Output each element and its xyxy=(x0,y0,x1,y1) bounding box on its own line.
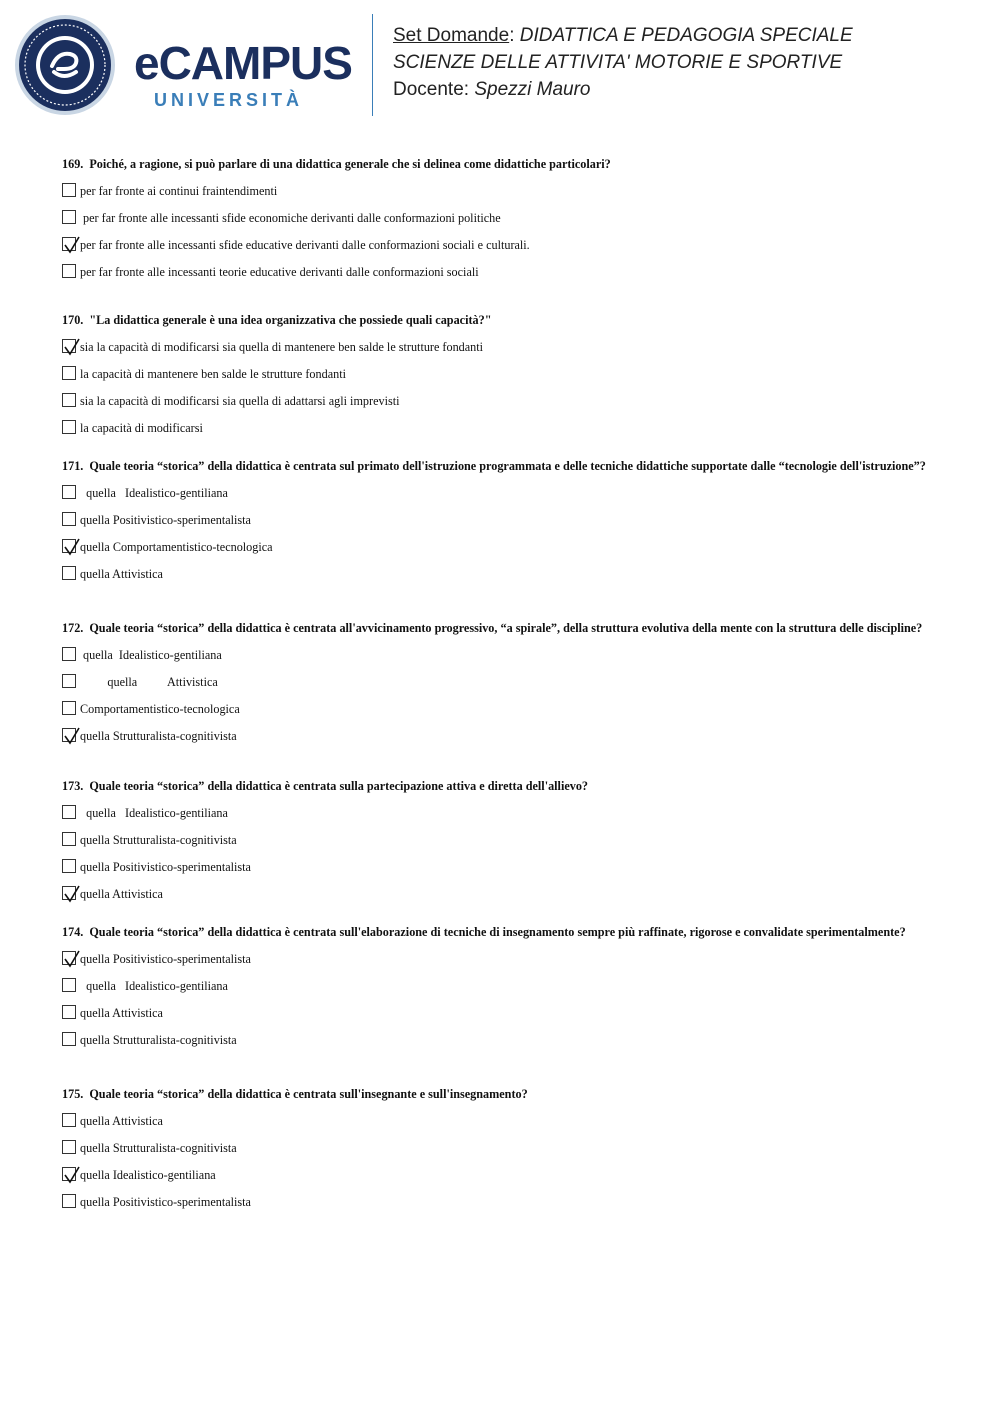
question-number: 174. xyxy=(62,925,84,939)
option-label: per far fronte alle incessanti teorie educative derivanti dalle conformazioni sociali xyxy=(80,265,479,279)
answer-option[interactable] xyxy=(62,264,942,291)
answer-option[interactable] xyxy=(62,393,942,420)
answer-option[interactable] xyxy=(62,832,942,859)
checkbox[interactable] xyxy=(62,832,76,846)
option-label: sia la capacità di modificarsi sia quella di mantenere ben salde le strutture fondanti xyxy=(80,340,484,354)
option-label: quella Positivistico-sperimentalista xyxy=(80,513,251,527)
question-number: 173. xyxy=(62,779,84,793)
question-block xyxy=(62,314,942,447)
answer-option[interactable] xyxy=(62,210,942,237)
answer-option[interactable] xyxy=(62,1140,942,1167)
question-number: 172. xyxy=(62,621,84,635)
answer-option[interactable] xyxy=(62,1194,942,1221)
question-text xyxy=(62,780,942,793)
answer-option[interactable] xyxy=(62,566,942,593)
option-label: per far fronte alle incessanti sfide economiche derivanti dalle conformazioni politiche xyxy=(80,211,501,225)
question-block xyxy=(62,926,942,1059)
set-colon: : xyxy=(509,25,515,46)
answer-option[interactable] xyxy=(62,728,942,755)
question-prompt: Quale teoria “storica” della didattica è centrata sul primato dell'istruzione programmata e delle tecniche didattiche supportate dalle “tecnologie dell'istruzione”? xyxy=(89,459,926,473)
course-subtitle: SCIENZE DELLE ATTIVITA' MOTORIE E SPORTIVE xyxy=(393,52,843,73)
question-prompt: Poiché, a ragione, si può parlare di una didattica generale che si delinea come didattiche particolari? xyxy=(89,157,611,171)
option-label: per far fronte ai continui fraintendimenti xyxy=(80,184,278,198)
checkbox[interactable] xyxy=(62,1140,76,1154)
question-prompt: Quale teoria “storica” della didattica è centrata sulla partecipazione attiva e diretta dell'allievo? xyxy=(89,779,589,793)
answer-option[interactable] xyxy=(62,183,942,210)
checkbox[interactable] xyxy=(62,1194,76,1208)
set-label: Set Domande xyxy=(393,25,510,46)
answer-option[interactable] xyxy=(62,339,942,366)
brand-subtitle: UNIVERSITÀ xyxy=(154,90,304,110)
answer-option[interactable] xyxy=(62,978,942,1005)
checkmark-icon xyxy=(63,538,81,556)
answer-option[interactable] xyxy=(62,701,942,728)
checkmark-icon xyxy=(63,885,81,903)
question-block xyxy=(62,460,942,593)
answer-option[interactable] xyxy=(62,859,942,886)
answer-option[interactable] xyxy=(62,886,942,913)
option-label: quella Idealistico-gentiliana xyxy=(80,1168,216,1182)
option-label: quella Strutturalista-cognitivista xyxy=(80,1033,237,1047)
answer-option[interactable] xyxy=(62,237,942,264)
university-seal-icon xyxy=(14,14,116,116)
checkmark-icon xyxy=(63,950,81,968)
answer-option[interactable] xyxy=(62,366,942,393)
answer-option[interactable] xyxy=(62,1005,942,1032)
checkbox[interactable] xyxy=(62,366,76,380)
question-prompt: Quale teoria “storica” della didattica è centrata sull'insegnante e sull'insegnamento? xyxy=(89,1087,528,1101)
option-label: quella Strutturalista-cognitivista xyxy=(80,833,237,847)
option-label: quella Idealistico-gentiliana xyxy=(80,806,228,820)
question-number: 170. xyxy=(62,313,84,327)
answer-option[interactable] xyxy=(62,805,942,832)
answer-option[interactable] xyxy=(62,512,942,539)
checkmark-icon xyxy=(63,338,81,356)
answer-option[interactable] xyxy=(62,674,942,701)
option-label: quella Attivistica xyxy=(80,567,163,581)
question-block xyxy=(62,780,942,913)
checkbox[interactable] xyxy=(62,264,76,278)
option-label: quella Positivistico-sperimentalista xyxy=(80,952,251,966)
checkmark-icon xyxy=(63,1166,81,1184)
option-label: per far fronte alle incessanti sfide educative derivanti dalle conformazioni sociali e culturali. xyxy=(80,238,530,252)
option-label: quella Strutturalista-cognitivista xyxy=(80,729,237,743)
question-prompt: "La didattica generale è una idea organizzativa che possiede quali capacità?" xyxy=(89,313,492,327)
answer-option[interactable] xyxy=(62,485,942,512)
ecampus-logo xyxy=(14,14,374,118)
option-label: quella Strutturalista-cognitivista xyxy=(80,1141,237,1155)
checkbox[interactable] xyxy=(62,978,76,992)
checkmark-icon xyxy=(63,236,81,254)
answer-option[interactable] xyxy=(62,647,942,674)
option-label: Comportamentistico-tecnologica xyxy=(80,702,240,716)
checkbox[interactable] xyxy=(62,183,76,197)
option-label: quella Positivistico-sperimentalista xyxy=(80,1195,251,1209)
checkbox[interactable] xyxy=(62,485,76,499)
checkbox[interactable] xyxy=(62,393,76,407)
question-text xyxy=(62,926,942,939)
option-label: quella Idealistico-gentiliana xyxy=(80,979,228,993)
header-info xyxy=(393,22,853,103)
option-label: la capacità di mantenere ben salde le strutture fondanti xyxy=(80,367,346,381)
option-label: quella Comportamentistico-tecnologica xyxy=(80,540,273,554)
checkbox[interactable] xyxy=(62,1113,76,1127)
checkbox[interactable] xyxy=(62,1032,76,1046)
checkbox[interactable] xyxy=(62,647,76,661)
brand-name: eCAMPUS xyxy=(134,37,352,89)
header-divider xyxy=(372,14,373,116)
question-text xyxy=(62,158,942,171)
option-label: quella Attivistica xyxy=(80,1114,163,1128)
answer-option[interactable] xyxy=(62,420,942,447)
docente-name: Spezzi Mauro xyxy=(474,79,591,100)
set-line xyxy=(393,22,853,49)
option-label: quella Positivistico-sperimentalista xyxy=(80,860,251,874)
course-title: DIDATTICA E PEDAGOGIA SPECIALE xyxy=(519,25,853,46)
option-label: la capacità di modificarsi xyxy=(80,421,203,435)
question-number: 171. xyxy=(62,459,84,473)
option-label: quella Attivistica xyxy=(80,887,163,901)
course-line-2 xyxy=(393,49,853,76)
question-prompt: Quale teoria “storica” della didattica è centrata all'avvicinamento progressivo, “a spirale”, della struttura evolutiva della mente con la struttura delle discipline? xyxy=(89,621,923,635)
page-header xyxy=(0,0,1000,130)
checkbox[interactable] xyxy=(62,512,76,526)
checkbox[interactable] xyxy=(62,420,76,434)
question-text xyxy=(62,622,942,635)
checkbox[interactable] xyxy=(62,210,76,224)
option-label: quella Attivistica xyxy=(80,1006,163,1020)
answer-option[interactable] xyxy=(62,1167,942,1194)
checkbox[interactable] xyxy=(62,859,76,873)
question-block xyxy=(62,1088,942,1221)
checkbox[interactable] xyxy=(62,1005,76,1019)
question-text xyxy=(62,1088,942,1101)
answer-option[interactable] xyxy=(62,951,942,978)
question-block xyxy=(62,158,942,291)
question-prompt: Quale teoria “storica” della didattica è centrata sull'elaborazione di tecniche di insegnamento sempre più raffinate, rigorose e convalidate sperimentalmente? xyxy=(89,925,906,939)
checkbox[interactable] xyxy=(62,674,76,688)
option-label: quella Idealistico-gentiliana xyxy=(80,648,222,662)
question-number: 169. xyxy=(62,157,84,171)
option-label: sia la capacità di modificarsi sia quella di adattarsi agli imprevisti xyxy=(80,394,400,408)
checkmark-icon xyxy=(63,727,81,745)
answer-option[interactable] xyxy=(62,539,942,566)
checkbox[interactable] xyxy=(62,701,76,715)
checkbox[interactable] xyxy=(62,566,76,580)
answer-option[interactable] xyxy=(62,1113,942,1140)
option-label: quella Idealistico-gentiliana xyxy=(80,486,228,500)
question-text xyxy=(62,314,942,327)
question-block xyxy=(62,622,942,755)
checkbox[interactable] xyxy=(62,805,76,819)
option-label: quella Attivistica xyxy=(80,675,218,689)
answer-option[interactable] xyxy=(62,1032,942,1059)
question-number: 175. xyxy=(62,1087,84,1101)
docente-label: Docente: xyxy=(393,79,470,100)
docente-line xyxy=(393,76,853,103)
question-text xyxy=(62,460,942,473)
